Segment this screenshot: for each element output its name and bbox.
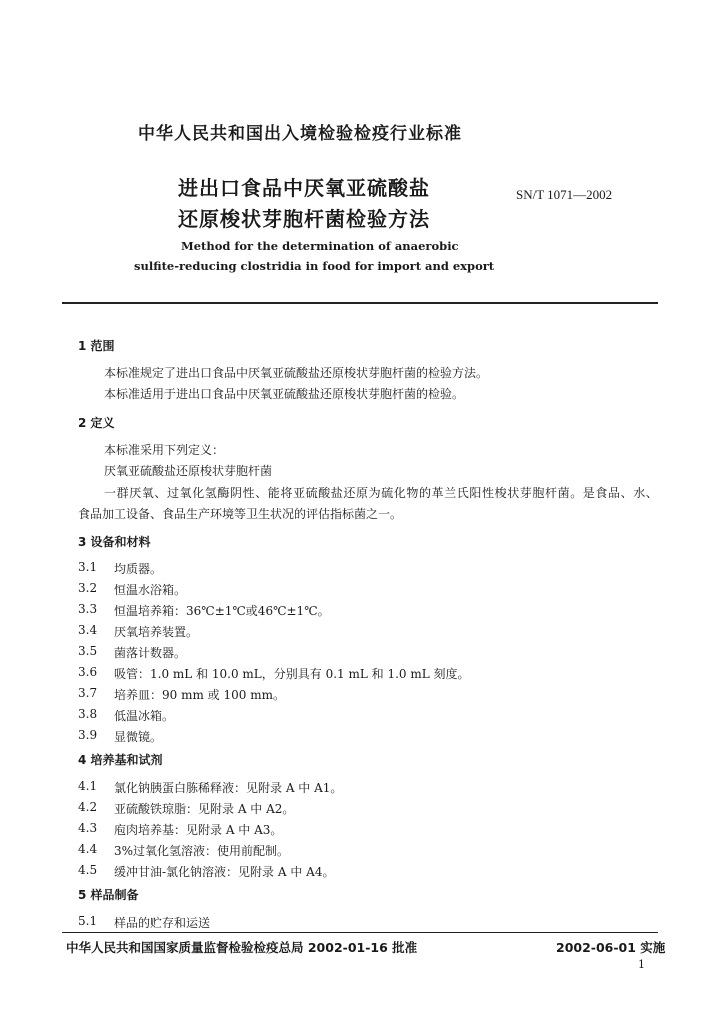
section-2-para-1: 本标准采用下列定义：	[104, 443, 225, 457]
list-item-5-1-text: 样品的贮存和运送	[114, 916, 211, 930]
title-en-line1: Method for the determination of anaerobic	[181, 239, 459, 253]
list-item-4-1-text: 氯化钠胰蛋白胨稀释液：见附录 A 中 A1。	[114, 781, 343, 795]
list-item-4-1-num: 4.1	[78, 779, 98, 793]
section-2-heading: 2 定义	[78, 416, 115, 430]
issuing-body-line: 中华人民共和国出入境检验检疫行业标准	[138, 124, 462, 144]
list-item-3-6-num: 3.6	[78, 665, 98, 679]
section-1-para-2: 本标准适用于进出口食品中厌氧亚硫酸盐还原梭状芽胞杆菌的检验。	[104, 387, 465, 401]
list-item-3-9-text: 显微镜。	[114, 730, 163, 744]
list-item-4-3-num: 4.3	[78, 821, 98, 835]
list-item-4-2-text: 亚硫酸铁琼脂：见附录 A 中 A2。	[114, 802, 295, 816]
list-item-3-8-num: 3.8	[78, 707, 98, 721]
list-item-3-6-text: 吸管：1.0 mL 和 10.0 mL，分别具有 0.1 mL 和 1.0 mL 刻度。	[114, 667, 470, 681]
list-item-3-9-num: 3.9	[78, 728, 98, 742]
list-item-4-5-num: 4.5	[78, 863, 98, 877]
section-3-heading: 3 设备和材料	[78, 535, 151, 549]
list-item-3-5-num: 3.5	[78, 644, 98, 658]
list-item-4-5-text: 缓冲甘油-氯化钠溶液：见附录 A 中 A4。	[114, 865, 335, 879]
standard-number: SN/T 1071—2002	[516, 187, 613, 202]
list-item-3-4-num: 3.4	[78, 623, 98, 637]
header-rule	[62, 302, 658, 304]
list-item-3-3-num: 3.3	[78, 602, 98, 616]
title-cn-line2: 还原梭状芽胞杆菌检验方法	[178, 207, 430, 231]
list-item-4-4-text: 3%过氧化氢溶液：使用前配制。	[114, 844, 290, 858]
footer-rule	[62, 932, 658, 933]
section-2-definition-line-2: 食品加工设备、食品生产环境等卫生状况的评估指标菌之一。	[78, 507, 403, 521]
list-item-4-2-num: 4.2	[78, 800, 98, 814]
list-item-3-8-text: 低温冰箱。	[114, 709, 175, 723]
section-1-heading: 1 范围	[78, 339, 115, 353]
list-item-5-1-num: 5.1	[78, 914, 98, 928]
list-item-3-1-num: 3.1	[78, 560, 98, 574]
section-2-term: 厌氧亚硫酸盐还原梭状芽胞杆菌	[104, 464, 273, 478]
title-en-line2: sulfite-reducing clostridia in food for import and export	[134, 259, 495, 273]
list-item-3-2-num: 3.2	[78, 581, 98, 595]
list-item-3-2-text: 恒温水浴箱。	[114, 583, 187, 597]
title-cn-line1: 进出口食品中厌氧亚硫酸盐	[178, 176, 430, 200]
list-item-3-1-text: 均质器。	[114, 562, 163, 576]
list-item-3-3-text: 恒温培养箱：36℃±1℃或46℃±1℃。	[114, 604, 330, 618]
page-number: 1	[638, 958, 645, 971]
list-item-3-5-text: 菌落计数器。	[114, 646, 187, 660]
section-4-heading: 4 培养基和试剂	[78, 753, 163, 767]
list-item-3-7-num: 3.7	[78, 686, 98, 700]
section-1-para-1: 本标准规定了进出口食品中厌氧亚硫酸盐还原梭状芽胞杆菌的检验方法。	[104, 366, 489, 380]
list-item-3-7-text: 培养皿：90 mm 或 100 mm。	[114, 688, 285, 702]
effective-date: 2002-06-01 实施	[556, 940, 666, 955]
list-item-4-4-num: 4.4	[78, 842, 98, 856]
list-item-4-3-text: 庖肉培养基：见附录 A 中 A3。	[114, 823, 283, 837]
section-5-heading: 5 样品制备	[78, 888, 139, 902]
section-2-definition-line-1: 一群厌氧、过氧化氢酶阴性、能将亚硫酸盐还原为硫化物的革兰氏阳性梭状芽胞杆菌。是食品、水、	[104, 486, 659, 500]
list-item-3-4-text: 厌氧培养装置。	[114, 625, 199, 639]
approval-line: 中华人民共和国国家质量监督检验检疫总局 2002-01-16 批准	[66, 940, 418, 955]
